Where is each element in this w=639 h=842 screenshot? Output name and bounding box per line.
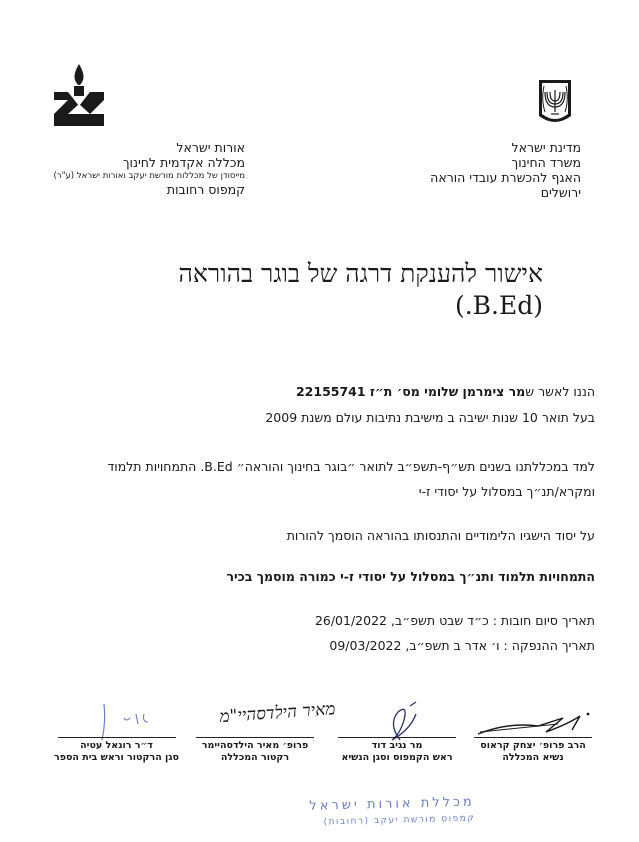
signatory-title: רקטור המכללה bbox=[220, 752, 290, 763]
signature-hildesheimer: מאיר הילדסהיי"מ bbox=[218, 699, 337, 728]
signature-block-rector bbox=[180, 737, 330, 764]
graduate-name: מר צימרמן שלומי מס׳ ת״ז 22155741 bbox=[295, 384, 526, 399]
college-header bbox=[5, 140, 245, 197]
certification-line: התמחויות תלמוד ותנ״ך במסלול על יסודי ז-י כמורה מוסמך בכיר bbox=[226, 569, 595, 584]
ministry-line: מדינת ישראל bbox=[511, 140, 581, 155]
college-subtitle: מכללה אקדמית לחינוך bbox=[122, 155, 245, 170]
college-logo-icon bbox=[48, 64, 110, 130]
signatory-name: ד״ר רונאל עטיה bbox=[80, 740, 153, 751]
signatory-title: סגן הרקטור וראש בית הספר bbox=[54, 752, 179, 763]
signature-block-deputy-rector bbox=[34, 737, 199, 764]
signature-line bbox=[338, 737, 456, 738]
ministry-line: האגף להכשרת עובדי הוראה bbox=[430, 170, 581, 185]
signature-block-campus-head bbox=[322, 737, 472, 764]
body-line-4: ומקרא/תנ״ך במסלול על יסודי ז-י bbox=[418, 484, 595, 499]
body-line-3: למד במכללתנו בשנים תש״ף-תשפ״ב לתואר ״בוגר בחינוך והוראה״ B.Ed. התמחויות תלמוד bbox=[107, 459, 595, 474]
signature-line bbox=[474, 737, 592, 738]
ministry-line: משרד החינוך bbox=[511, 155, 581, 170]
signatory-title: ראש הקמפוס וסגן הנשיא bbox=[341, 752, 453, 763]
college-campus: קמפוס רחובות bbox=[166, 182, 245, 197]
signatory-name: פרופ׳ מאיר הילדסהיימר bbox=[201, 740, 309, 751]
signature-line bbox=[58, 737, 176, 738]
college-founders: מייסודן של מכללות מורשת יעקב ואורות ישראל (ע"ר) bbox=[53, 171, 245, 181]
body-line-1 bbox=[35, 383, 595, 401]
ministry-header bbox=[321, 140, 581, 200]
body-line-2: בעל תואר 10 שנות ישיבה ב מישיבת נתיבות עולם משנת 2009 bbox=[265, 410, 595, 425]
body-line-5: על יסוד הישגיו הלימודיים והתנסותו בהוראה הוסמך להורות bbox=[286, 528, 595, 543]
college-stamp bbox=[285, 794, 476, 831]
signature-kraus-icon bbox=[468, 704, 598, 740]
signature-line bbox=[196, 737, 314, 738]
stamp-line-1: מכללת אורות ישראל bbox=[309, 794, 475, 814]
signature-attia-icon bbox=[96, 700, 156, 742]
signature-block-president bbox=[458, 737, 608, 764]
signatory-name: הרב פרופ׳ יצחק קראוס bbox=[480, 740, 586, 751]
certificate-title: אישור להענקת דרגה של בוגר בהוראה (B.Ed.) bbox=[178, 259, 543, 320]
stamp-line-2: קמפוס מורשת יעקב (רחובות) bbox=[323, 813, 476, 828]
state-emblem-icon bbox=[537, 78, 573, 128]
body-line-1-prefix: הננו לאשר ש bbox=[525, 384, 595, 399]
signatory-name: מר נגיב דוד bbox=[371, 740, 423, 751]
college-name: אורות ישראל bbox=[176, 140, 245, 155]
completion-date: תאריך סיום חובות : כ״ד שבט תשפ״ב, 26/01/2022 bbox=[314, 613, 595, 628]
issue-date: תאריך ההנפקה : ו׳ אדר ב תשפ״ב, 09/03/2022 bbox=[329, 638, 595, 653]
signatory-title: נשיא המכללה bbox=[502, 752, 564, 763]
ministry-line: ירושלים bbox=[540, 185, 581, 200]
